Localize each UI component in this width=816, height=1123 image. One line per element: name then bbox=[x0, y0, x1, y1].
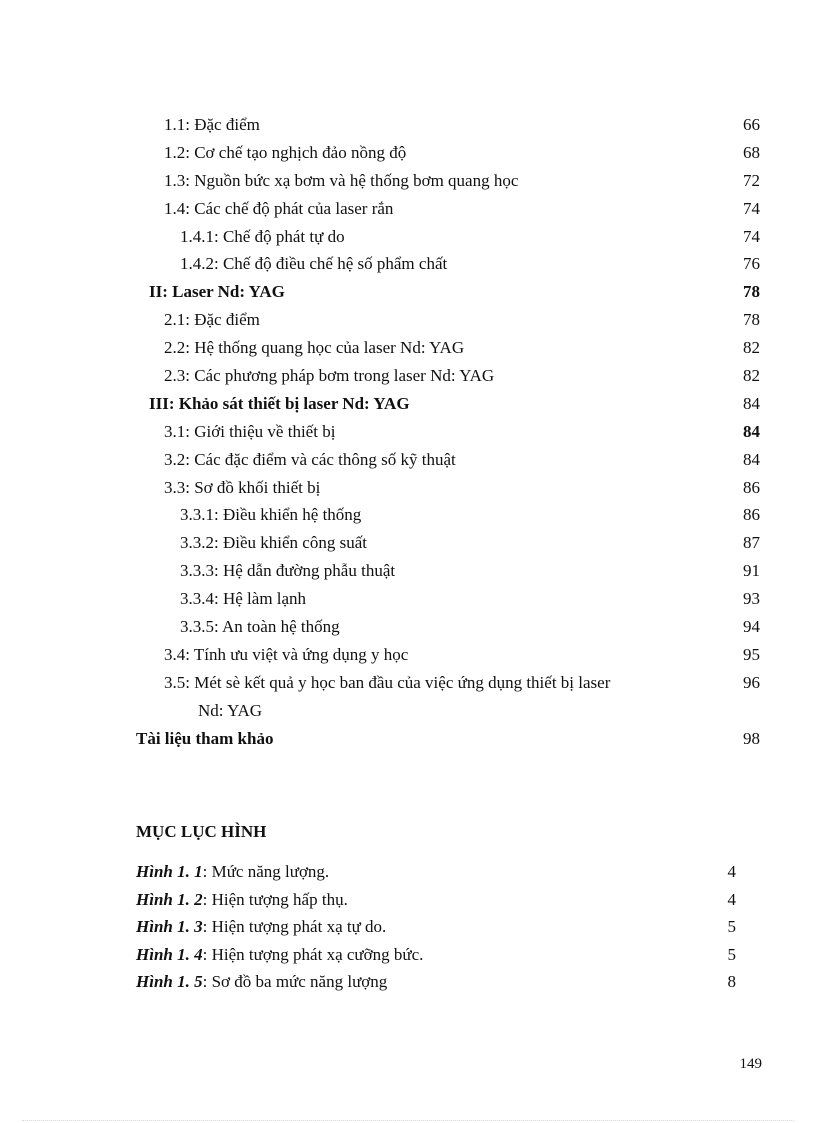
toc-entry-page: 95 bbox=[743, 644, 760, 664]
toc-entry bbox=[0, 111, 816, 139]
toc-entry-page: 74 bbox=[743, 226, 760, 246]
toc-entry bbox=[0, 223, 816, 251]
toc-entry-title: 3.3.2: Điều khiển công suất bbox=[180, 533, 367, 553]
figure-list bbox=[0, 858, 816, 996]
toc-entry bbox=[0, 501, 816, 529]
figure-caption: : Sơ đồ ba mức năng lượng bbox=[202, 972, 388, 992]
toc-entry-page: 84 bbox=[743, 421, 760, 441]
figure-entry bbox=[0, 968, 816, 996]
toc-entry-title: II: Laser Nd: YAG bbox=[149, 282, 285, 302]
figure-entry bbox=[0, 941, 816, 969]
figure-entry-title bbox=[136, 968, 387, 996]
figure-entry bbox=[0, 858, 816, 886]
toc-entry bbox=[0, 474, 816, 502]
toc-entry-page: 76 bbox=[743, 254, 760, 274]
toc-entry bbox=[0, 250, 816, 278]
figure-entry bbox=[0, 913, 816, 941]
figure-label: Hình 1. 1 bbox=[136, 862, 203, 881]
toc-entry bbox=[0, 585, 816, 613]
toc-entry-page: 84 bbox=[743, 449, 760, 469]
toc-entry bbox=[0, 306, 816, 334]
toc-entry-title: 3.3.5: An toàn hệ thống bbox=[180, 617, 340, 637]
toc-entry bbox=[0, 557, 816, 585]
toc-entry-title: 3.4: Tính ưu việt và ứng dụng y học bbox=[164, 644, 409, 664]
toc-entry-title: 2.2: Hệ thống quang học của laser Nd: YAG bbox=[164, 338, 465, 358]
figure-caption: : Hiện tượng phát xạ cưỡng bức. bbox=[202, 944, 424, 964]
toc-entry-title: 3.3: Sơ đồ khối thiết bị bbox=[164, 477, 321, 497]
toc-entry bbox=[0, 641, 816, 669]
toc-entry-page: 87 bbox=[743, 533, 760, 553]
toc-entry bbox=[0, 278, 816, 306]
toc-entry-title: Nd: YAG bbox=[198, 700, 263, 720]
toc-entry-page: 74 bbox=[743, 198, 760, 218]
toc-entry-page: 66 bbox=[743, 115, 760, 134]
toc-entry-page: 72 bbox=[743, 170, 760, 190]
toc-entry-page: 93 bbox=[743, 589, 760, 609]
toc-entry bbox=[0, 390, 816, 418]
toc-entry-page: 68 bbox=[743, 142, 760, 162]
table-of-contents bbox=[0, 111, 816, 753]
figure-label: Hình 1. 5 bbox=[136, 972, 203, 992]
toc-entry bbox=[0, 334, 816, 362]
toc-entry-page: 82 bbox=[743, 338, 760, 358]
figure-entry-page: 4 bbox=[727, 862, 736, 881]
figure-caption: : Hiện tượng hấp thụ. bbox=[202, 889, 348, 909]
figure-entry-title bbox=[136, 913, 386, 941]
toc-entry bbox=[0, 362, 816, 390]
figure-entry-title bbox=[136, 941, 423, 969]
toc-entry-title: 3.5: Mét sè kết quả y học ban đầu của việc ứng dụng thiết bị laser bbox=[164, 672, 611, 692]
figure-label: Hình 1. 2 bbox=[136, 889, 203, 909]
toc-entry bbox=[0, 418, 816, 446]
toc-entry-title: 1.1: Đặc điểm bbox=[164, 115, 260, 134]
toc-entry-page: 91 bbox=[743, 561, 760, 581]
toc-entry bbox=[0, 529, 816, 557]
toc-entry bbox=[0, 725, 816, 753]
toc-entry-page: 78 bbox=[743, 282, 760, 302]
figure-entry-title bbox=[136, 886, 348, 914]
toc-entry-page: 86 bbox=[743, 477, 760, 497]
toc-entry bbox=[0, 669, 816, 697]
toc-entry-title: 3.2: Các đặc điểm và các thông số kỹ thuật bbox=[164, 449, 456, 469]
figure-label: Hình 1. 3 bbox=[136, 917, 203, 937]
toc-entry bbox=[0, 167, 816, 195]
toc-entry-title: 1.4.2: Chế độ điều chế hệ số phẩm chất bbox=[180, 254, 448, 274]
toc-entry-title: Tài liệu tham khảo bbox=[136, 728, 274, 748]
figure-caption: : Mức năng lượng. bbox=[202, 862, 330, 881]
toc-entry-title: 1.4.1: Chế độ phát tự do bbox=[180, 226, 345, 246]
toc-entry-title: 3.3.3: Hệ dẫn đường phẫu thuật bbox=[180, 561, 396, 581]
toc-entry-title: 2.1: Đặc điểm bbox=[164, 310, 260, 330]
toc-entry-title: 1.4: Các chế độ phát của laser rắn bbox=[164, 198, 394, 218]
toc-entry-page: 84 bbox=[743, 393, 760, 413]
page-number: 149 bbox=[739, 1056, 762, 1072]
figure-label: Hình 1. 4 bbox=[136, 944, 203, 964]
toc-entry-title: 1.3: Nguồn bức xạ bơm và hệ thống bơm quang học bbox=[164, 170, 519, 190]
toc-entry-title: 1.2: Cơ chế tạo nghịch đảo nồng độ bbox=[164, 142, 407, 162]
toc-entry bbox=[0, 446, 816, 474]
toc-entry-page: 98 bbox=[743, 728, 760, 748]
toc-entry-page: 94 bbox=[743, 617, 760, 637]
toc-entry-page: 78 bbox=[743, 310, 760, 330]
figure-entry-page: 5 bbox=[727, 944, 736, 964]
figure-entry bbox=[0, 886, 816, 914]
toc-entry-page: 96 bbox=[743, 672, 760, 692]
figure-entry-title bbox=[136, 858, 329, 886]
toc-entry-title: III: Khảo sát thiết bị laser Nd: YAG bbox=[149, 393, 410, 413]
figure-caption: : Hiện tượng phát xạ tự do. bbox=[202, 917, 387, 937]
bottom-divider bbox=[22, 1120, 794, 1121]
toc-entry-page: 82 bbox=[743, 366, 760, 386]
toc-entry bbox=[0, 613, 816, 641]
figure-entry-page: 8 bbox=[727, 972, 736, 992]
figure-entry-page: 5 bbox=[727, 917, 736, 937]
toc-entry-title: 3.1: Giới thiệu về thiết bị bbox=[164, 421, 336, 441]
toc-entry-title: 2.3: Các phương pháp bơm trong laser Nd: YAG bbox=[164, 366, 495, 386]
toc-entry bbox=[0, 697, 816, 725]
toc-entry bbox=[0, 139, 816, 167]
toc-entry-title: 3.3.1: Điều khiển hệ thống bbox=[180, 505, 362, 525]
toc-entry bbox=[0, 195, 816, 223]
toc-entry-title: 3.3.4: Hệ làm lạnh bbox=[180, 589, 307, 609]
toc-entry-page: 86 bbox=[743, 505, 760, 525]
figure-entry-page: 4 bbox=[727, 889, 736, 909]
figures-heading: MỤC LỤC HÌNH bbox=[136, 822, 267, 841]
